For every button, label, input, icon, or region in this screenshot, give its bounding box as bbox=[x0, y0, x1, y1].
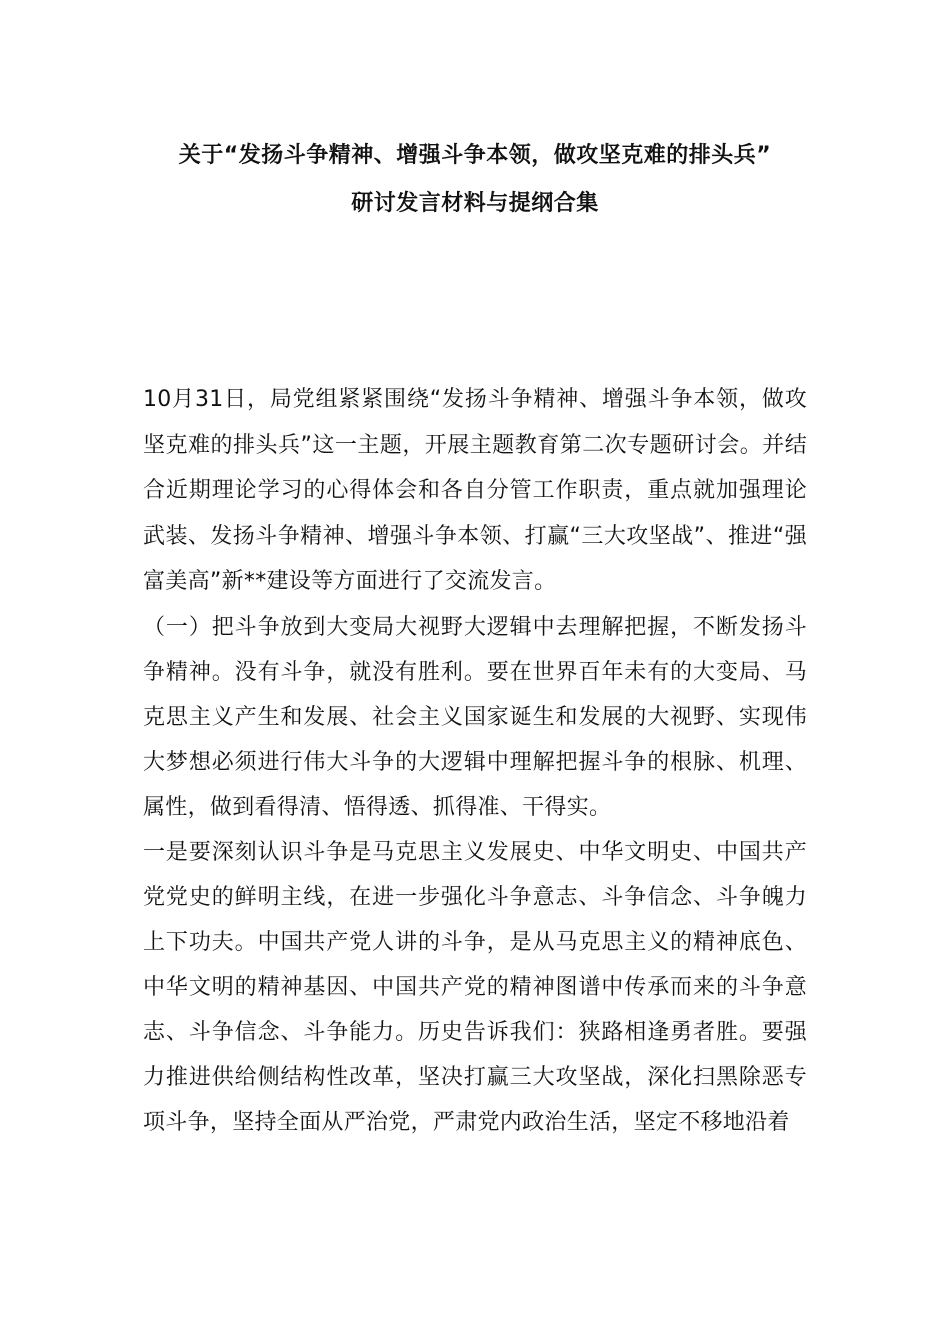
paragraph-point-one: 一是要深刻认识斗争是马克思主义发展史、中华文明史、中国共产党党史的鲜明主线，在进一步强化斗争意志、斗争信念、斗争魄力上下功夫。中国共产党人讲的斗争，是从马克思主义的精神底色、中华文明的精神基因、中国共产党的精神图谱中传承而来的斗争意志、斗争信念、斗争能力。历史告诉我们：狭路相逢勇者胜。要强力推进供给侧结构性改革，坚决打赢三大攻坚战，深化扫黑除恶专项斗争，坚持全面从严治党，严肃党内政治生活，坚定不移地沿着 bbox=[143, 839, 807, 1135]
paragraph-intro: 10月31日，局党组紧紧围绕“发扬斗争精神、增强斗争本领，做攻坚克难的排头兵”这一主题，开展主题教育第二次专题研讨会。并结合近期理论学习的心得体会和各自分管工作职责，重点就加强理论武装、发扬斗争精神、增强斗争本领、打赢“三大攻坚战”、推进“强富美高”新**建设等方面进行了交流发言。 bbox=[143, 387, 807, 594]
document-body bbox=[143, 377, 807, 1145]
document-title bbox=[0, 132, 950, 228]
paragraph-section-one: （一）把斗争放到大变局大视野大逻辑中去理解把握，不断发扬斗争精神。没有斗争，就没有胜利。要在世界百年未有的大变局、马克思主义产生和发展、社会主义国家诞生和发展的大视野、实现伟大梦想必须进行伟大斗争的大逻辑中理解把握斗争的根脉、机理、属性，做到看得清、悟得透、抓得准、干得实。 bbox=[143, 614, 807, 820]
title-line-2: 研讨发言材料与提纲合集 bbox=[351, 191, 599, 216]
title-line-1: 关于“发扬斗争精神、增强斗争本领，做攻坚克难的排头兵” bbox=[178, 143, 772, 168]
